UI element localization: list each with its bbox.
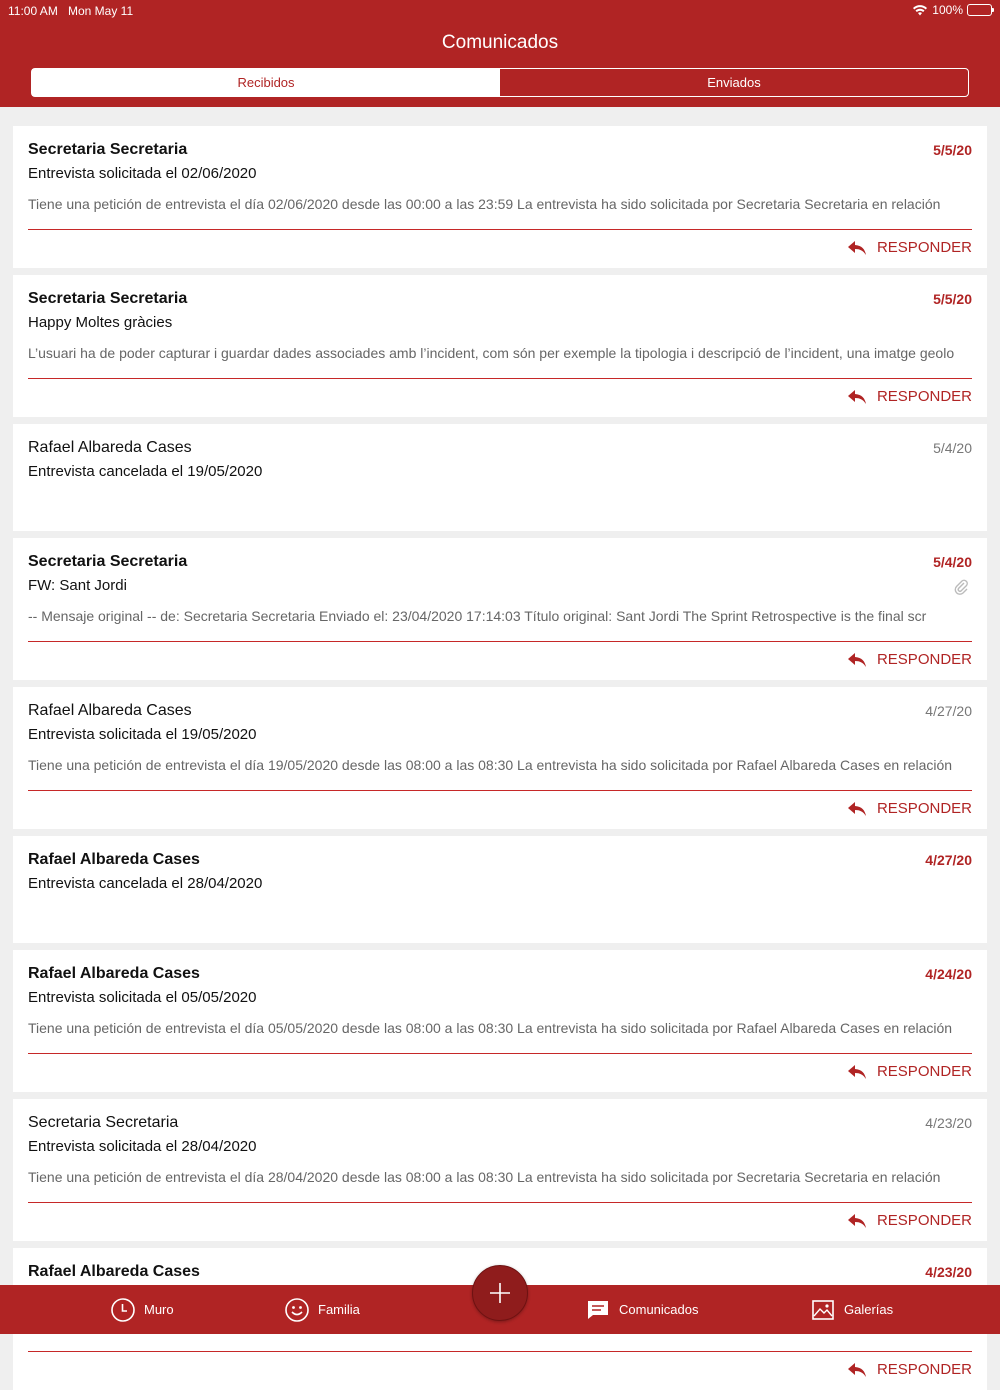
reply-button[interactable] <box>847 1361 972 1378</box>
divider <box>28 1053 972 1054</box>
reply-button[interactable] <box>847 800 972 817</box>
message-sender: Secretaria Secretaria <box>28 553 188 570</box>
message-card[interactable] <box>13 1099 987 1241</box>
status-indicators <box>912 3 992 17</box>
message-subject: FW: Sant Jordi <box>28 577 127 594</box>
message-date: 5/5/20 <box>933 291 972 307</box>
message-preview: Tiene una petición de entrevista el día 19/05/2020 desde las 08:00 a las 08:30 La entrevista ha sido solicitada por Rafael Albareda Cases en relación <box>28 757 953 773</box>
segment-enviados[interactable]: Enviados <box>707 75 761 90</box>
reply-button[interactable] <box>847 1063 972 1080</box>
smiley-icon <box>284 1297 310 1323</box>
status-date: Mon May 11 <box>68 4 134 18</box>
message-card[interactable] <box>13 687 987 829</box>
divider <box>28 641 972 642</box>
segmented-control <box>31 68 969 97</box>
divider <box>28 378 972 379</box>
message-sender: Secretaria Secretaria <box>28 1114 179 1131</box>
message-date: 4/24/20 <box>925 966 972 982</box>
message-subject: Entrevista solicitada el 19/05/2020 <box>28 726 257 743</box>
message-sender: Secretaria Secretaria <box>28 141 188 158</box>
message-preview <box>28 492 972 512</box>
message-subject: Entrevista solicitada el 05/05/2020 <box>28 989 257 1006</box>
tab-muro[interactable] <box>110 1297 174 1322</box>
message-subject: Entrevista solicitada el 28/04/2020 <box>28 1138 257 1155</box>
message-card[interactable] <box>13 950 987 1092</box>
message-date: 5/4/20 <box>933 554 972 570</box>
battery-icon <box>967 4 992 16</box>
chat-icon <box>585 1297 611 1323</box>
reply-button[interactable] <box>847 239 972 256</box>
reply-button[interactable] <box>847 1212 972 1229</box>
message-date: 5/5/20 <box>933 142 972 158</box>
divider <box>28 1351 972 1352</box>
wifi-icon <box>912 4 928 16</box>
message-sender: Rafael Albareda Cases <box>28 702 192 719</box>
tab-label: Galerías <box>844 1302 894 1317</box>
plus-icon <box>488 1281 512 1305</box>
message-subject: Entrevista cancelada el 19/05/2020 <box>28 463 263 480</box>
battery-percent: 100% <box>932 3 963 17</box>
reply-label: RESPONDER <box>876 1063 972 1080</box>
message-preview: L’usuari ha de poder capturar i guardar dades associades amb l’incident, com són per exemple la tipologia i descripció de l’incident, una imatge geolo <box>28 345 955 361</box>
tab-galerias[interactable] <box>810 1297 893 1322</box>
tab-label: Familia <box>318 1302 360 1317</box>
message-subject: Entrevista cancelada el 28/04/2020 <box>28 875 263 892</box>
reply-icon <box>847 652 867 668</box>
message-sender: Rafael Albareda Cases <box>28 851 200 868</box>
reply-label: RESPONDER <box>876 1212 972 1229</box>
message-card[interactable] <box>13 836 987 943</box>
message-preview: Tiene una petición de entrevista el día 02/06/2020 desde las 00:00 a las 23:59 La entrevista ha sido solicitada por Secretaria Secretaria en relación <box>28 196 941 212</box>
reply-label: RESPONDER <box>876 388 972 405</box>
segment-recibidos[interactable]: Recibidos <box>32 69 500 96</box>
reply-label: RESPONDER <box>876 651 972 668</box>
image-icon <box>810 1297 836 1323</box>
divider <box>28 1202 972 1203</box>
message-card[interactable] <box>13 538 987 680</box>
tab-label: Comunicados <box>619 1302 699 1317</box>
reply-icon <box>847 801 867 817</box>
paperclip-icon <box>953 578 969 596</box>
reply-button[interactable] <box>847 388 972 405</box>
new-message-button[interactable] <box>472 1265 528 1321</box>
message-preview: Tiene una petición de entrevista el día 05/05/2020 desde las 08:00 a las 08:30 La entrevista ha sido solicitada por Rafael Albareda Cases en relación <box>28 1020 953 1036</box>
divider <box>28 229 972 230</box>
message-sender: Secretaria Secretaria <box>28 290 188 307</box>
status-time: 11:00 AM <box>8 4 58 18</box>
message-date: 4/23/20 <box>925 1115 972 1131</box>
message-date: 4/27/20 <box>925 852 972 868</box>
tab-label: Muro <box>144 1302 174 1317</box>
divider <box>28 790 972 791</box>
reply-icon <box>847 1362 867 1378</box>
tab-familia[interactable] <box>284 1297 360 1322</box>
message-card[interactable] <box>13 275 987 417</box>
message-preview: -- Mensaje original -- de: Secretaria Secretaria Enviado el: 23/04/2020 17:14:03 Título original: Sant Jordi The Sprint Retrospective is the final scr <box>28 608 927 624</box>
reply-icon <box>847 389 867 405</box>
message-subject: Happy Moltes gràcies <box>28 314 173 331</box>
message-sender: Rafael Albareda Cases <box>28 1263 200 1280</box>
message-date: 5/4/20 <box>933 440 972 456</box>
message-sender: Rafael Albareda Cases <box>28 965 200 982</box>
reply-icon <box>847 1064 867 1080</box>
clock-icon <box>110 1297 136 1323</box>
reply-icon <box>847 1213 867 1229</box>
reply-label: RESPONDER <box>876 239 972 256</box>
tab-comunicados[interactable] <box>585 1297 699 1322</box>
reply-label: RESPONDER <box>876 1361 972 1378</box>
message-date: 4/27/20 <box>925 703 972 719</box>
message-card[interactable] <box>13 126 987 268</box>
reply-button[interactable] <box>847 651 972 668</box>
reply-icon <box>847 240 867 256</box>
message-sender: Rafael Albareda Cases <box>28 439 192 456</box>
message-card[interactable] <box>13 424 987 531</box>
message-preview <box>28 904 972 924</box>
reply-label: RESPONDER <box>876 800 972 817</box>
status-bar <box>0 0 1000 22</box>
message-preview: Tiene una petición de entrevista el día 28/04/2020 desde las 08:00 a las 08:30 La entrevista ha sido solicitada por Secretaria Secretaria en relación <box>28 1169 941 1185</box>
message-date: 4/23/20 <box>925 1264 972 1280</box>
message-subject: Entrevista solicitada el 02/06/2020 <box>28 165 257 182</box>
page-title: Comunicados <box>441 32 559 53</box>
header <box>0 0 1000 107</box>
